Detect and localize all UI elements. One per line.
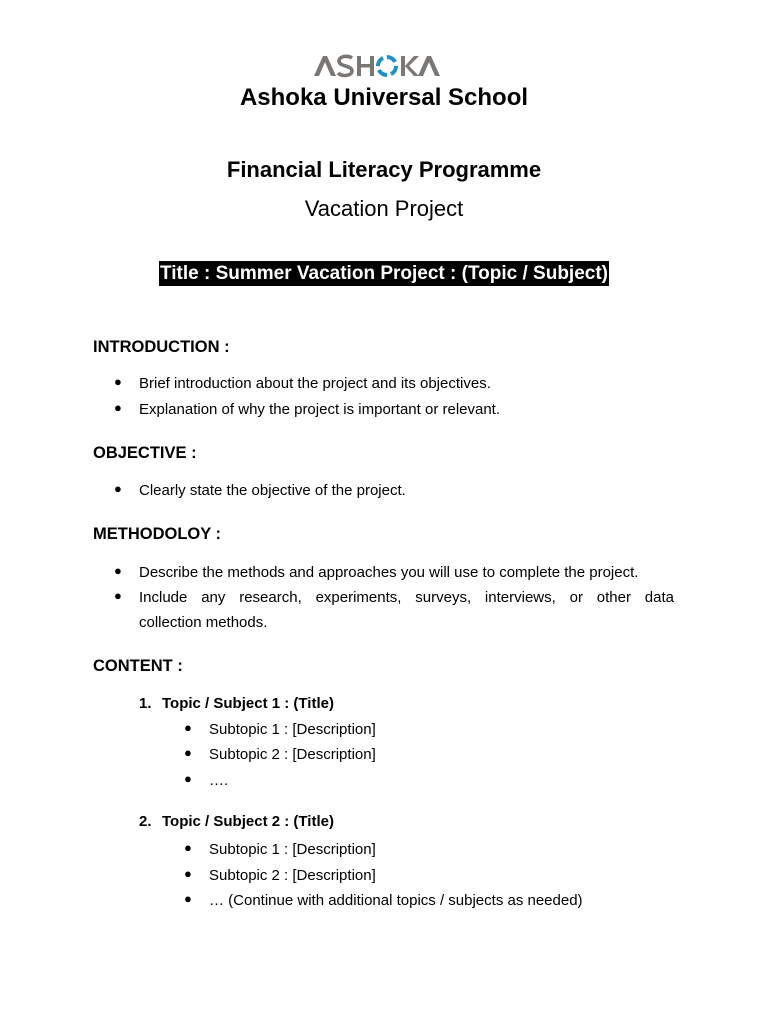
bullet-icon: ● [184, 840, 192, 855]
methodology-item: Describe the methods and approaches you will use to complete the project. [139, 564, 639, 581]
introduction-item: Explanation of why the project is important or relevant. [139, 401, 501, 418]
project-title-banner [0, 261, 768, 286]
topic-title: Topic / Subject 1 : (Title) [162, 695, 334, 712]
methodology-item: Include any research, experiments, surveys, interviews, or other data [139, 589, 674, 606]
school-name: Ashoka Universal School [239, 84, 529, 111]
topic-title: Topic / Subject 2 : (Title) [162, 813, 334, 830]
subtopic-item: …. [209, 772, 229, 789]
topic-number: 2. [139, 813, 152, 830]
bullet-icon: ● [114, 400, 122, 415]
bullet-icon: ● [114, 481, 122, 496]
bullet-icon: ● [114, 588, 122, 603]
ashoka-logo-graphic [312, 52, 442, 80]
bullet-icon: ● [114, 563, 122, 578]
bullet-icon: ● [184, 866, 192, 881]
objective-heading: OBJECTIVE : [93, 444, 197, 462]
programme-title: Financial Literacy Programme [226, 157, 542, 182]
objective-item: Clearly state the objective of the project. [139, 482, 406, 499]
ashoka-logo [312, 52, 442, 80]
introduction-heading: INTRODUCTION : [93, 338, 230, 356]
subtopic-item: Subtopic 2 : [Description] [209, 746, 376, 763]
subtopic-item: Subtopic 1 : [Description] [209, 721, 376, 738]
introduction-item: Brief introduction about the project and its objectives. [139, 375, 491, 392]
subtopic-item: … (Continue with additional topics / subjects as needed) [209, 892, 583, 909]
methodology-heading: METHODOLOY : [93, 525, 222, 543]
topic-number: 1. [139, 695, 152, 712]
subtopic-item: Subtopic 2 : [Description] [209, 867, 376, 884]
subtopic-item: Subtopic 1 : [Description] [209, 841, 376, 858]
bullet-icon: ● [184, 720, 192, 735]
project-subtitle: Vacation Project [304, 196, 464, 221]
bullet-icon: ● [184, 891, 192, 906]
methodology-item-continuation: collection methods. [139, 614, 268, 631]
content-heading: CONTENT : [93, 657, 183, 675]
bullet-icon: ● [184, 745, 192, 760]
project-title: Title : Summer Vacation Project : (Topic / Subject) [160, 263, 608, 284]
bullet-icon: ● [114, 374, 122, 389]
bullet-icon: ● [184, 771, 192, 786]
